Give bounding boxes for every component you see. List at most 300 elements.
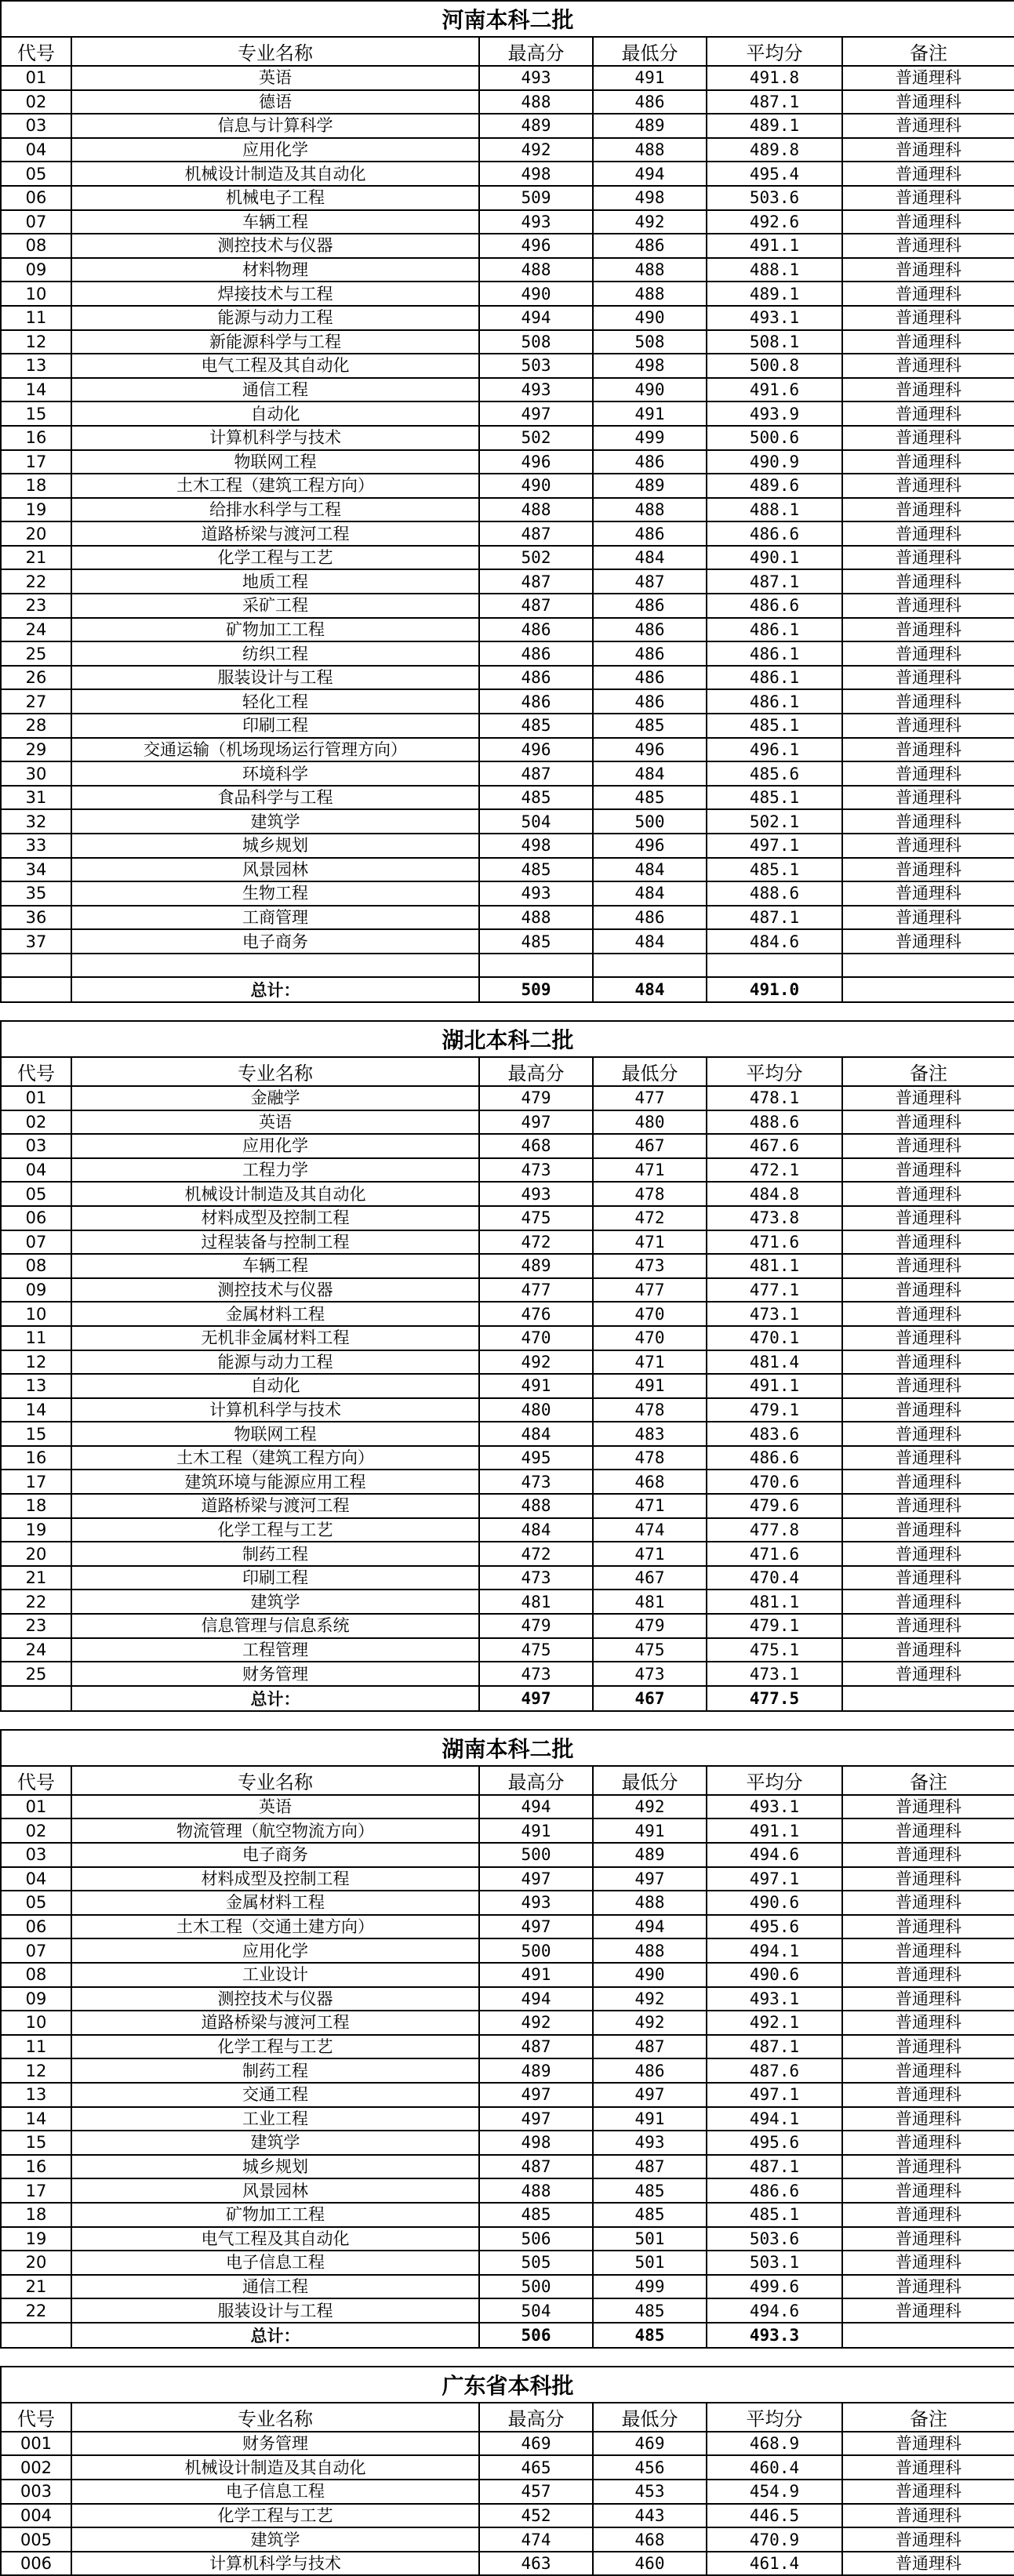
cell-major: 工程管理 xyxy=(71,1638,479,1662)
cell-min: 484 xyxy=(593,929,707,954)
cell-note: 普通理科 xyxy=(842,2131,1014,2155)
table-row xyxy=(1,1662,1014,1686)
cell-min: 475 xyxy=(593,1638,707,1662)
section-spacer xyxy=(1,1002,1014,1021)
cell-avg: 454.9 xyxy=(707,2480,842,2504)
total-label: 总计： xyxy=(71,1686,479,1711)
total-code xyxy=(1,977,71,1002)
cell-major: 交通工程 xyxy=(71,2083,479,2107)
cell-major: 道路桥梁与渡河工程 xyxy=(71,2011,479,2035)
section-title: 广东省本科批 xyxy=(1,2367,1014,2403)
table-row xyxy=(1,2480,1014,2504)
cell-note: 普通理科 xyxy=(842,1566,1014,1590)
table-row xyxy=(1,1795,1014,1819)
cell-avg: 493.9 xyxy=(707,401,842,426)
table-row xyxy=(1,1302,1014,1326)
cell-note: 普通理科 xyxy=(842,2527,1014,2552)
cell-avg: 485.1 xyxy=(707,858,842,882)
cell-major: 城乡规划 xyxy=(71,834,479,858)
cell-avg: 486.6 xyxy=(707,2178,842,2203)
cell-avg: 487.1 xyxy=(707,2035,842,2059)
header-max: 最高分 xyxy=(479,2403,593,2432)
cell-max: 498 xyxy=(479,834,593,858)
cell-max: 489 xyxy=(479,2058,593,2083)
cell-min: 486 xyxy=(593,521,707,546)
table-row xyxy=(1,1230,1014,1255)
cell-code: 33 xyxy=(1,834,71,858)
table-row xyxy=(1,210,1014,234)
total-min: 467 xyxy=(593,1686,707,1711)
cell-note: 普通理科 xyxy=(842,210,1014,234)
cell-max: 487 xyxy=(479,2155,593,2179)
cell-avg: 471.6 xyxy=(707,1230,842,1255)
cell-code: 16 xyxy=(1,426,71,450)
cell-min: 473 xyxy=(593,1662,707,1686)
cell-avg: 488.6 xyxy=(707,881,842,906)
cell-code: 18 xyxy=(1,1494,71,1518)
cell-avg: 491.1 xyxy=(707,234,842,258)
cell-note: 普通理科 xyxy=(842,2203,1014,2227)
cell-major: 土木工程（建筑工程方向） xyxy=(71,474,479,498)
cell-min: 469 xyxy=(593,2432,707,2456)
table-row xyxy=(1,162,1014,186)
cell-min: 468 xyxy=(593,2527,707,2552)
cell-max: 472 xyxy=(479,1230,593,1255)
cell-min: 488 xyxy=(593,282,707,306)
cell-major: 新能源科学与工程 xyxy=(71,330,479,354)
table-row xyxy=(1,2298,1014,2323)
cell-avg: 492.1 xyxy=(707,2011,842,2035)
table-row xyxy=(1,1422,1014,1446)
cell-code: 20 xyxy=(1,2251,71,2275)
cell-major: 化学工程与工艺 xyxy=(71,2035,479,2059)
cell-note: 普通理科 xyxy=(842,1494,1014,1518)
cell-note: 普通理科 xyxy=(842,450,1014,474)
cell-code: 20 xyxy=(1,1542,71,1566)
table-row xyxy=(1,1278,1014,1303)
cell-max: 486 xyxy=(479,689,593,714)
cell-min: 488 xyxy=(593,258,707,282)
cell-code: 09 xyxy=(1,1278,71,1303)
cell-avg: 481.1 xyxy=(707,1590,842,1614)
cell-code: 08 xyxy=(1,1963,71,1987)
cell-major: 食品科学与工程 xyxy=(71,786,479,810)
cell-avg: 494.6 xyxy=(707,1843,842,1867)
cell-code: 17 xyxy=(1,2178,71,2203)
cell-note: 普通理科 xyxy=(842,1182,1014,1206)
cell-code: 04 xyxy=(1,1158,71,1183)
cell-code: 05 xyxy=(1,1891,71,1915)
cell-avg: 489.6 xyxy=(707,474,842,498)
cell-max: 492 xyxy=(479,138,593,162)
table-row xyxy=(1,2178,1014,2203)
table-row xyxy=(1,1614,1014,1638)
cell-max: 487 xyxy=(479,569,593,594)
cell-code: 006 xyxy=(1,2552,71,2576)
cell-max: 484 xyxy=(479,1518,593,1542)
table-row xyxy=(1,858,1014,882)
cell-note: 普通理科 xyxy=(842,330,1014,354)
cell-code: 09 xyxy=(1,1987,71,2011)
cell-max: 493 xyxy=(479,378,593,402)
cell-code: 35 xyxy=(1,881,71,906)
cell-min: 480 xyxy=(593,1110,707,1135)
cell-max: 490 xyxy=(479,282,593,306)
total-row xyxy=(1,1686,1014,1711)
table-row xyxy=(1,498,1014,522)
blank-cell xyxy=(1,954,71,977)
cell-major: 通信工程 xyxy=(71,2275,479,2299)
cell-code: 03 xyxy=(1,1134,71,1158)
cell-note: 普通理科 xyxy=(842,1891,1014,1915)
cell-max: 495 xyxy=(479,1446,593,1470)
blank-cell xyxy=(479,954,593,977)
cell-min: 472 xyxy=(593,1206,707,1230)
cell-code: 27 xyxy=(1,689,71,714)
cell-note: 普通理科 xyxy=(842,1158,1014,1183)
cell-max: 488 xyxy=(479,90,593,114)
cell-major: 材料成型及控制工程 xyxy=(71,1867,479,1891)
cell-note: 普通理科 xyxy=(842,738,1014,762)
cell-max: 481 xyxy=(479,1590,593,1614)
cell-avg: 487.1 xyxy=(707,569,842,594)
table-row xyxy=(1,474,1014,498)
cell-code: 23 xyxy=(1,594,71,618)
cell-code: 29 xyxy=(1,738,71,762)
cell-min: 483 xyxy=(593,1422,707,1446)
cell-avg: 489.8 xyxy=(707,138,842,162)
header-min: 最低分 xyxy=(593,1766,707,1795)
cell-avg: 491.1 xyxy=(707,1818,842,1843)
cell-max: 492 xyxy=(479,1350,593,1375)
cell-avg: 486.6 xyxy=(707,1446,842,1470)
cell-min: 494 xyxy=(593,162,707,186)
cell-min: 485 xyxy=(593,2178,707,2203)
cell-code: 002 xyxy=(1,2455,71,2480)
table-row xyxy=(1,1326,1014,1350)
cell-code: 06 xyxy=(1,1206,71,1230)
cell-min: 498 xyxy=(593,186,707,210)
cell-note: 普通理科 xyxy=(842,1987,1014,2011)
cell-code: 01 xyxy=(1,1086,71,1110)
cell-max: 487 xyxy=(479,761,593,786)
cell-max: 484 xyxy=(479,1422,593,1446)
cell-max: 498 xyxy=(479,2131,593,2155)
cell-min: 486 xyxy=(593,234,707,258)
cell-major: 矿物加工工程 xyxy=(71,2203,479,2227)
cell-max: 497 xyxy=(479,1915,593,1939)
cell-max: 496 xyxy=(479,738,593,762)
cell-code: 31 xyxy=(1,786,71,810)
cell-code: 20 xyxy=(1,521,71,546)
total-code xyxy=(1,2323,71,2348)
table-row xyxy=(1,1590,1014,1614)
table-row xyxy=(1,2107,1014,2131)
table-row xyxy=(1,1206,1014,1230)
table-row xyxy=(1,1843,1014,1867)
cell-note: 普通理科 xyxy=(842,186,1014,210)
cell-code: 07 xyxy=(1,1938,71,1963)
cell-avg: 490.6 xyxy=(707,1891,842,1915)
cell-min: 492 xyxy=(593,1987,707,2011)
cell-max: 494 xyxy=(479,1795,593,1819)
cell-major: 环境科学 xyxy=(71,761,479,786)
cell-avg: 490.9 xyxy=(707,450,842,474)
cell-max: 473 xyxy=(479,1158,593,1183)
cell-avg: 488.1 xyxy=(707,258,842,282)
cell-avg: 484.6 xyxy=(707,929,842,954)
cell-code: 18 xyxy=(1,474,71,498)
cell-max: 505 xyxy=(479,2251,593,2275)
cell-max: 485 xyxy=(479,714,593,738)
cell-note: 普通理科 xyxy=(842,809,1014,834)
cell-min: 496 xyxy=(593,738,707,762)
cell-major: 印刷工程 xyxy=(71,714,479,738)
cell-avg: 485.1 xyxy=(707,714,842,738)
cell-major: 测控技术与仪器 xyxy=(71,1278,479,1303)
cell-code: 36 xyxy=(1,906,71,930)
cell-major: 自动化 xyxy=(71,401,479,426)
total-avg: 493.3 xyxy=(707,2323,842,2348)
cell-max: 472 xyxy=(479,1542,593,1566)
total-min: 485 xyxy=(593,2323,707,2348)
section-title: 湖北本科二批 xyxy=(1,1021,1014,1057)
cell-avg: 497.1 xyxy=(707,834,842,858)
table-row xyxy=(1,378,1014,402)
cell-avg: 494.6 xyxy=(707,2298,842,2323)
cell-min: 486 xyxy=(593,450,707,474)
cell-avg: 487.1 xyxy=(707,90,842,114)
table-row xyxy=(1,2527,1014,2552)
cell-major: 焊接技术与工程 xyxy=(71,282,479,306)
cell-avg: 470.9 xyxy=(707,2527,842,2552)
cell-major: 电子商务 xyxy=(71,929,479,954)
table-row xyxy=(1,1158,1014,1183)
cell-major: 工业工程 xyxy=(71,2107,479,2131)
spacer-cell xyxy=(1,1002,1014,1021)
cell-max: 497 xyxy=(479,1867,593,1891)
table-row xyxy=(1,1182,1014,1206)
cell-avg: 497.1 xyxy=(707,2083,842,2107)
cell-note: 普通理科 xyxy=(842,1470,1014,1494)
table-row xyxy=(1,689,1014,714)
cell-avg: 479.1 xyxy=(707,1614,842,1638)
cell-avg: 485.1 xyxy=(707,786,842,810)
cell-note: 普通理科 xyxy=(842,258,1014,282)
header-row xyxy=(1,37,1014,66)
cell-min: 470 xyxy=(593,1326,707,1350)
cell-note: 普通理科 xyxy=(842,881,1014,906)
header-code: 代号 xyxy=(1,2403,71,2432)
cell-avg: 486.1 xyxy=(707,618,842,642)
cell-note: 普通理科 xyxy=(842,1590,1014,1614)
cell-avg: 487.1 xyxy=(707,906,842,930)
cell-avg: 493.1 xyxy=(707,1795,842,1819)
cell-max: 485 xyxy=(479,786,593,810)
cell-code: 12 xyxy=(1,2058,71,2083)
cell-code: 17 xyxy=(1,1470,71,1494)
table-row xyxy=(1,569,1014,594)
cell-note: 普通理科 xyxy=(842,1614,1014,1638)
cell-note: 普通理科 xyxy=(842,138,1014,162)
cell-max: 498 xyxy=(479,162,593,186)
table-row xyxy=(1,594,1014,618)
cell-major: 英语 xyxy=(71,1110,479,1135)
blank-cell xyxy=(842,954,1014,977)
header-note: 备注 xyxy=(842,37,1014,66)
total-row xyxy=(1,2323,1014,2348)
cell-note: 普通理科 xyxy=(842,1795,1014,1819)
cell-max: 496 xyxy=(479,450,593,474)
cell-major: 机械电子工程 xyxy=(71,186,479,210)
cell-code: 14 xyxy=(1,378,71,402)
table-row xyxy=(1,330,1014,354)
cell-min: 490 xyxy=(593,378,707,402)
cell-code: 22 xyxy=(1,1590,71,1614)
cell-note: 普通理科 xyxy=(842,2552,1014,2576)
section-title-row xyxy=(1,1,1014,37)
cell-min: 486 xyxy=(593,689,707,714)
cell-major: 应用化学 xyxy=(71,1938,479,1963)
cell-note: 普通理科 xyxy=(842,1843,1014,1867)
cell-note: 普通理科 xyxy=(842,618,1014,642)
cell-max: 494 xyxy=(479,1987,593,2011)
table-row xyxy=(1,906,1014,930)
cell-min: 478 xyxy=(593,1398,707,1422)
cell-avg: 483.6 xyxy=(707,1422,842,1446)
cell-min: 487 xyxy=(593,2035,707,2059)
cell-code: 28 xyxy=(1,714,71,738)
cell-major: 机械设计制造及其自动化 xyxy=(71,2455,479,2480)
cell-major: 生物工程 xyxy=(71,881,479,906)
table-row xyxy=(1,426,1014,450)
table-row xyxy=(1,1938,1014,1963)
cell-avg: 502.1 xyxy=(707,809,842,834)
section-title: 河南本科二批 xyxy=(1,1,1014,37)
table-row xyxy=(1,2455,1014,2480)
blank-cell xyxy=(71,954,479,977)
cell-max: 474 xyxy=(479,2527,593,2552)
cell-max: 490 xyxy=(479,474,593,498)
cell-avg: 495.6 xyxy=(707,1915,842,1939)
cell-major: 无机非金属材料工程 xyxy=(71,1326,479,1350)
cell-max: 487 xyxy=(479,2035,593,2059)
cell-avg: 477.1 xyxy=(707,1278,842,1303)
cell-major: 能源与动力工程 xyxy=(71,1350,479,1375)
cell-min: 491 xyxy=(593,1818,707,1843)
cell-major: 机械设计制造及其自动化 xyxy=(71,1182,479,1206)
cell-min: 467 xyxy=(593,1566,707,1590)
cell-min: 492 xyxy=(593,210,707,234)
cell-min: 488 xyxy=(593,498,707,522)
cell-major: 地质工程 xyxy=(71,569,479,594)
cell-note: 普通理科 xyxy=(842,2504,1014,2528)
spacer-cell xyxy=(1,1711,1014,1730)
header-note: 备注 xyxy=(842,1057,1014,1086)
cell-min: 460 xyxy=(593,2552,707,2576)
cell-max: 488 xyxy=(479,1494,593,1518)
cell-avg: 496.1 xyxy=(707,738,842,762)
cell-code: 32 xyxy=(1,809,71,834)
cell-min: 484 xyxy=(593,881,707,906)
cell-min: 496 xyxy=(593,834,707,858)
cell-code: 19 xyxy=(1,2227,71,2251)
cell-avg: 503.6 xyxy=(707,2227,842,2251)
cell-code: 12 xyxy=(1,330,71,354)
cell-note: 普通理科 xyxy=(842,354,1014,378)
header-min: 最低分 xyxy=(593,2403,707,2432)
table-row xyxy=(1,2552,1014,2576)
cell-code: 21 xyxy=(1,2275,71,2299)
cell-code: 05 xyxy=(1,1182,71,1206)
total-max: 497 xyxy=(479,1686,593,1711)
cell-max: 465 xyxy=(479,2455,593,2480)
cell-avg: 477.8 xyxy=(707,1518,842,1542)
cell-avg: 486.6 xyxy=(707,521,842,546)
cell-code: 25 xyxy=(1,641,71,666)
section-spacer xyxy=(1,2348,1014,2367)
cell-note: 普通理科 xyxy=(842,2058,1014,2083)
cell-note: 普通理科 xyxy=(842,1398,1014,1422)
cell-code: 15 xyxy=(1,1422,71,1446)
header-major: 专业名称 xyxy=(71,1057,479,1086)
cell-max: 486 xyxy=(479,666,593,690)
cell-code: 13 xyxy=(1,2083,71,2107)
cell-note: 普通理科 xyxy=(842,1374,1014,1398)
table-row xyxy=(1,282,1014,306)
table-row xyxy=(1,2227,1014,2251)
cell-note: 普通理科 xyxy=(842,401,1014,426)
table-row xyxy=(1,761,1014,786)
cell-min: 488 xyxy=(593,138,707,162)
cell-code: 03 xyxy=(1,1843,71,1867)
cell-note: 普通理科 xyxy=(842,2455,1014,2480)
cell-note: 普通理科 xyxy=(842,1422,1014,1446)
cell-max: 489 xyxy=(479,1254,593,1278)
cell-avg: 499.6 xyxy=(707,2275,842,2299)
cell-note: 普通理科 xyxy=(842,2035,1014,2059)
cell-avg: 486.6 xyxy=(707,594,842,618)
cell-major: 制药工程 xyxy=(71,1542,479,1566)
cell-min: 486 xyxy=(593,2058,707,2083)
total-label: 总计： xyxy=(71,2323,479,2348)
cell-min: 479 xyxy=(593,1614,707,1638)
table-row xyxy=(1,1818,1014,1843)
cell-note: 普通理科 xyxy=(842,114,1014,138)
cell-note: 普通理科 xyxy=(842,474,1014,498)
cell-code: 22 xyxy=(1,2298,71,2323)
cell-code: 001 xyxy=(1,2432,71,2456)
table-row xyxy=(1,2432,1014,2456)
cell-min: 490 xyxy=(593,306,707,330)
cell-note: 普通理科 xyxy=(842,834,1014,858)
cell-min: 494 xyxy=(593,1915,707,1939)
cell-major: 英语 xyxy=(71,1795,479,1819)
cell-major: 建筑学 xyxy=(71,2527,479,2552)
cell-min: 470 xyxy=(593,1302,707,1326)
cell-avg: 461.4 xyxy=(707,2552,842,2576)
cell-min: 485 xyxy=(593,2203,707,2227)
table-row xyxy=(1,2011,1014,2035)
cell-max: 469 xyxy=(479,2432,593,2456)
cell-code: 003 xyxy=(1,2480,71,2504)
blank-cell xyxy=(593,954,707,977)
total-max: 509 xyxy=(479,977,593,1002)
table-row xyxy=(1,1566,1014,1590)
blank-row xyxy=(1,954,1014,977)
cell-note: 普通理科 xyxy=(842,1938,1014,1963)
cell-note: 普通理科 xyxy=(842,2480,1014,2504)
